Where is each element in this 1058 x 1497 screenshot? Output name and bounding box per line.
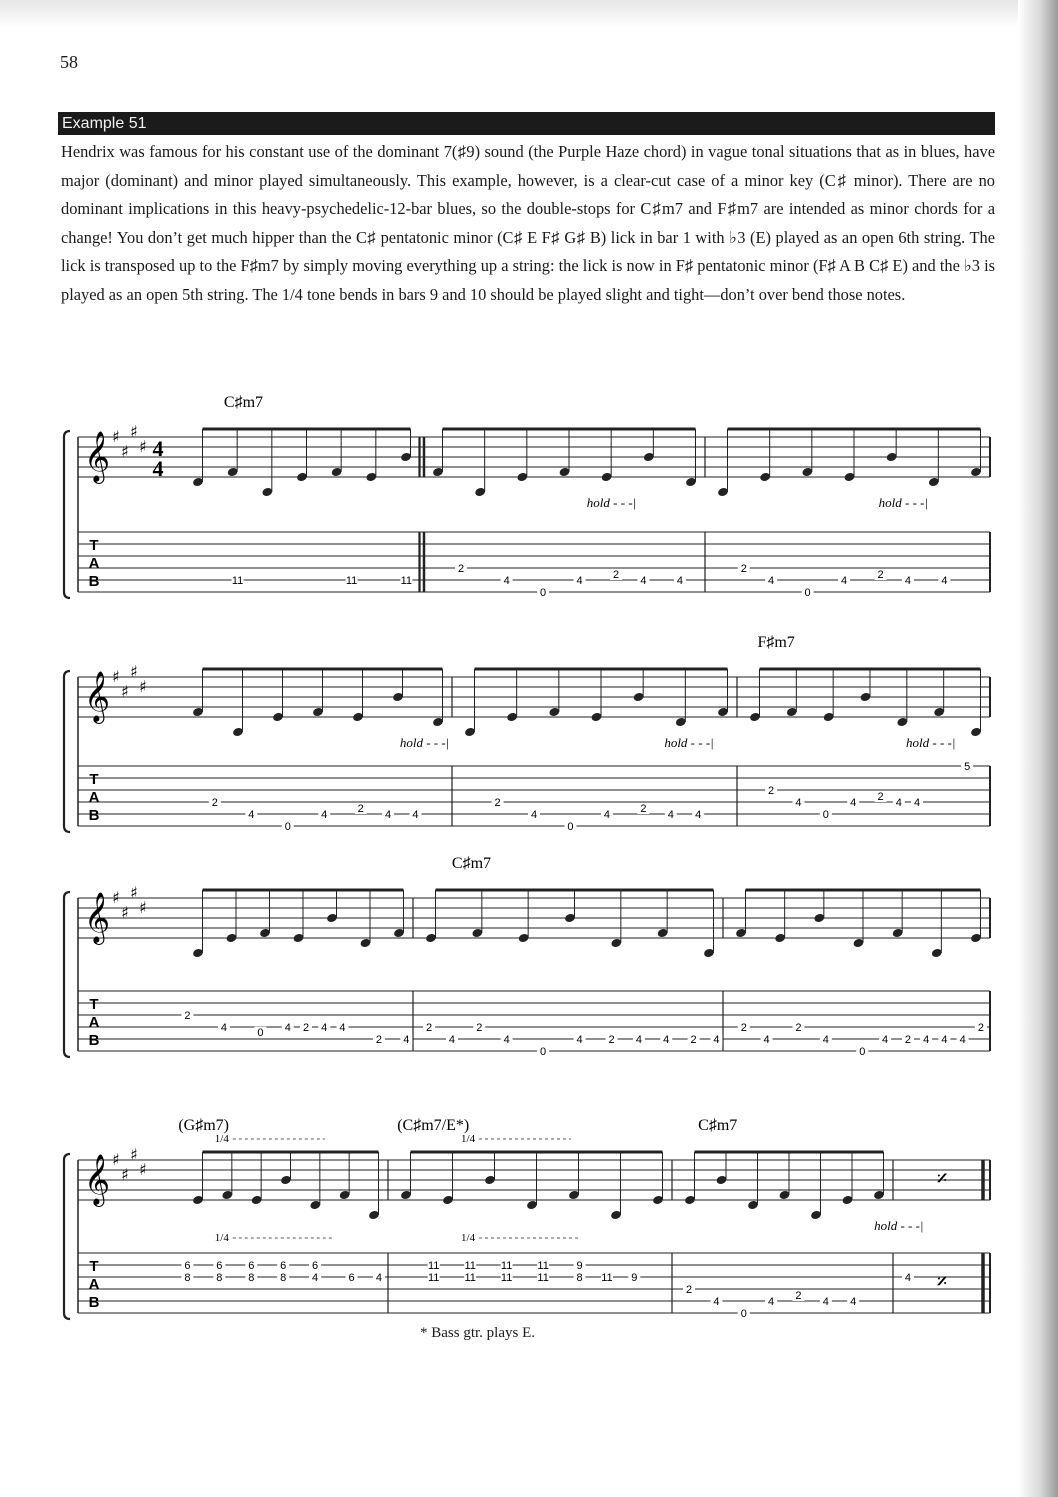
tab-fret-number: 6 — [312, 1260, 319, 1272]
hold-label: hold - - -| — [664, 735, 714, 750]
tab-fret-number: 9 — [631, 1272, 638, 1284]
tab-fret-number: 11 — [500, 1260, 513, 1272]
sharp-icon: ♯ — [139, 898, 147, 917]
system-bracket — [64, 671, 70, 832]
tab-fret-number: 4 — [941, 575, 948, 587]
tab-fret-number: 2 — [426, 1022, 433, 1034]
tab-fret-number: 4 — [385, 809, 392, 821]
tab-fret-number: 4 — [339, 1022, 346, 1034]
tab-fret-number: 0 — [740, 1308, 747, 1320]
tab-fret-number: 4 — [576, 575, 583, 587]
tab-fret-number: 0 — [540, 1046, 547, 1058]
tab-fret-number: 11 — [400, 575, 413, 587]
chord-label: (C♯m7/E*) — [397, 1117, 470, 1134]
tab-clef-letter: A — [88, 555, 100, 572]
tab-fret-number: 4 — [321, 1022, 328, 1034]
tab-clef-letter: B — [88, 807, 100, 824]
tab-fret-number: 4 — [403, 1034, 410, 1046]
tab-fret-number: 2 — [184, 1010, 191, 1022]
tab-fret-number: 4 — [768, 575, 775, 587]
sharp-icon: ♯ — [139, 437, 147, 456]
tab-fret-number: 4 — [603, 809, 611, 821]
bar-repeat-sign: 𝄎 — [936, 1270, 948, 1295]
sharp-icon: ♯ — [112, 427, 120, 446]
tab-fret-number: 4 — [850, 797, 857, 809]
tab-fret-number: 4 — [850, 1296, 857, 1308]
tab-fret-number: 4 — [676, 575, 683, 587]
tab-fret-number: 2 — [211, 797, 218, 809]
tab-fret-number: 11 — [537, 1260, 549, 1272]
sharp-icon: ♯ — [130, 883, 138, 902]
hold-label: hold - - -| — [906, 735, 956, 750]
bend-label: 1/4 — [214, 1133, 229, 1145]
sharp-icon: ♯ — [121, 1165, 129, 1184]
tab-clef-letter: B — [88, 1032, 100, 1049]
tab-fret-number: 0 — [859, 1046, 866, 1058]
sharp-icon: ♯ — [139, 677, 147, 696]
tab-fret-number: 2 — [795, 1290, 802, 1302]
tab-fret-number: 4 — [904, 575, 911, 587]
tab-fret-number: 4 — [503, 1034, 510, 1046]
chord-label: F♯m7 — [757, 634, 795, 651]
tab-fret-number: 11 — [427, 1272, 440, 1284]
tab-clef-letter: T — [89, 996, 99, 1013]
tab-fret-number: 4 — [635, 1034, 642, 1046]
tab-fret-number: 8 — [576, 1272, 583, 1284]
tab-fret-number: 9 — [576, 1260, 583, 1272]
tab-fret-number: 4 — [795, 797, 802, 809]
treble-clef-icon: 𝄞 — [84, 431, 111, 482]
tab-fret-number: 0 — [284, 821, 291, 833]
tab-fret-number: 4 — [312, 1272, 319, 1284]
tab-fret-number: 2 — [357, 803, 364, 815]
tab-fret-number: 0 — [540, 587, 547, 599]
tab-fret-number: 5 — [964, 761, 971, 773]
chord-label: C♯m7 — [698, 1117, 738, 1134]
tab-fret-number: 0 — [804, 587, 811, 599]
tab-fret-number: 4 — [923, 1034, 930, 1046]
tab-clef-letter: T — [89, 771, 99, 788]
tab-fret-number: 4 — [640, 575, 647, 587]
tab-fret-number: 4 — [713, 1034, 720, 1046]
hold-label: hold - - -| — [399, 735, 450, 750]
hold-label: hold - - -| — [878, 495, 929, 510]
tab-fret-number: 11 — [464, 1272, 476, 1284]
tab-fret-number: 8 — [216, 1272, 223, 1284]
tab-fret-number: 4 — [768, 1296, 775, 1308]
tab-fret-number: 0 — [567, 821, 574, 833]
tab-fret-number: 2 — [977, 1022, 984, 1034]
hold-label: hold - - -| — [586, 495, 637, 510]
sharp-icon: ♯ — [121, 682, 129, 701]
tab-clef-letter: A — [88, 1014, 100, 1031]
sharp-icon: ♯ — [112, 888, 120, 907]
tab-fret-number: 2 — [877, 791, 884, 803]
chord-label: C♯m7 — [451, 855, 492, 872]
tab-fret-number: 4 — [321, 809, 328, 821]
bar-repeat-sign: 𝄎 — [936, 1167, 948, 1192]
tab-fret-number: 2 — [302, 1022, 310, 1034]
tab-fret-number: 2 — [740, 1022, 747, 1034]
page-number: 58 — [60, 52, 78, 72]
tab-fret-number: 4 — [695, 809, 702, 821]
bend-label: 1/4 — [214, 1232, 229, 1244]
tab-fret-number: 4 — [576, 1034, 583, 1046]
tab-fret-number: 2 — [768, 785, 775, 797]
tab-fret-number: 2 — [613, 569, 620, 581]
tab-fret-number: 11 — [345, 575, 358, 587]
tab-fret-number: 4 — [841, 575, 848, 587]
tab-clef-letter: A — [88, 1276, 100, 1293]
example-title: Example 51 — [62, 115, 147, 132]
tab-fret-number: 11 — [601, 1272, 613, 1284]
system-bracket — [64, 431, 70, 598]
tab-fret-number: 11 — [231, 575, 244, 587]
tab-fret-number: 4 — [663, 1034, 670, 1046]
treble-clef-icon: 𝄞 — [84, 892, 111, 943]
bend-label: 1/4 — [461, 1232, 476, 1244]
tab-clef-letter: B — [88, 573, 100, 590]
tab-fret-number: 4 — [913, 797, 921, 809]
tab-fret-number: 4 — [763, 1034, 770, 1046]
sharp-icon: ♯ — [121, 903, 129, 922]
tab-fret-number: 4 — [822, 1296, 829, 1308]
tab-fret-number: 11 — [427, 1260, 440, 1272]
tab-fret-number: 4 — [882, 1034, 889, 1046]
tab-fret-number: 4 — [904, 1272, 911, 1284]
tab-fret-number: 4 — [822, 1034, 829, 1046]
tab-fret-number: 4 — [412, 809, 419, 821]
footnote: * Bass gtr. plays E. — [420, 1325, 535, 1341]
tab-fret-number: 4 — [503, 575, 510, 587]
tab-fret-number: 4 — [895, 797, 902, 809]
chord-label: (G♯m7) — [178, 1117, 229, 1134]
time-signature-bottom: 4 — [152, 456, 164, 481]
tab-fret-number: 2 — [740, 563, 747, 575]
tab-fret-number: 4 — [248, 809, 255, 821]
tab-fret-number: 0 — [257, 1026, 264, 1039]
hold-label: hold - - -| — [874, 1218, 924, 1233]
tab-fret-number: 2 — [877, 569, 884, 581]
tab-clef-letter: A — [88, 789, 100, 806]
tab-fret-number: 11 — [537, 1272, 549, 1284]
tab-fret-number: 4 — [713, 1296, 720, 1308]
tab-fret-number: 8 — [184, 1272, 191, 1284]
tab-fret-number: 0 — [822, 809, 829, 821]
tab-fret-number: 2 — [904, 1034, 911, 1046]
time-signature-top: 4 — [152, 436, 164, 461]
sharp-icon: ♯ — [130, 662, 138, 681]
tab-fret-number: 2 — [476, 1022, 483, 1034]
body-paragraph: Hendrix was famous for his constant use of the dominant 7(♯9) sound (the Purple Haze chord) in vague tonal situations that as in blues, have major (dominant) and minor played simultaneously. This example, however, is a clear-cut case of a minor key (C♯ minor). There are no dominant implications in this heavy-psychedelic-12-bar blues, so the double-stops for C♯m7 and F♯m7 are intended as minor chords for a change! You don’t get much hipper than the C♯ pentatonic minor (C♯ E F♯ G♯ B) lick in bar 1 with ♭3 (E) played as an open 6th string. The lick is transposed up to the F♯m7 by simply moving everything up a string: the lick is now in F♯ pentatonic minor (F♯ A B C♯ E) and the ♭3 is played as an open 5th string. The 1/4 tone bends in bars 9 and 10 should be played slight and tight—don’t over bend those notes. — [61, 142, 995, 304]
tab-fret-number: 4 — [448, 1034, 455, 1046]
tab-fret-number: 6 — [280, 1260, 287, 1272]
tab-clef-letter: B — [88, 1294, 100, 1311]
tab-fret-number: 4 — [284, 1022, 291, 1034]
sharp-icon: ♯ — [112, 667, 120, 686]
tab-fret-number: 2 — [640, 803, 647, 815]
tab-fret-number: 4 — [959, 1034, 966, 1046]
tab-fret-number: 4 — [220, 1022, 227, 1034]
tab-fret-number: 6 — [184, 1260, 191, 1272]
tab-fret-number: 4 — [375, 1272, 383, 1284]
tab-fret-number: 2 — [685, 1284, 693, 1296]
sharp-icon: ♯ — [121, 442, 129, 461]
tab-fret-number: 4 — [941, 1034, 948, 1046]
tab-fret-number: 8 — [280, 1272, 287, 1284]
bend-label: 1/4 — [461, 1133, 476, 1145]
tab-clef-letter: T — [89, 537, 99, 554]
sharp-icon: ♯ — [130, 1145, 138, 1164]
tab-fret-number: 2 — [608, 1034, 615, 1046]
tab-fret-number: 6 — [216, 1260, 223, 1272]
tab-fret-number: 6 — [248, 1260, 255, 1272]
sharp-icon: ♯ — [130, 422, 138, 441]
treble-clef-icon: 𝄞 — [84, 671, 111, 722]
chord-label: C♯m7 — [223, 394, 264, 411]
tab-fret-number: 4 — [530, 809, 538, 821]
sharp-icon: ♯ — [139, 1160, 147, 1179]
tab-fret-number: 2 — [375, 1034, 383, 1046]
system-bracket — [64, 1154, 70, 1319]
tab-clef-letter: T — [89, 1258, 99, 1275]
sharp-icon: ♯ — [112, 1150, 120, 1169]
tab-fret-number: 2 — [494, 797, 501, 809]
system-bracket — [64, 892, 70, 1057]
tab-fret-number: 2 — [457, 563, 465, 575]
tab-fret-number: 11 — [464, 1260, 476, 1272]
tab-fret-number: 11 — [500, 1272, 513, 1284]
tab-fret-number: 4 — [667, 809, 674, 821]
tab-fret-number: 6 — [348, 1272, 355, 1284]
tab-fret-number: 2 — [690, 1034, 697, 1046]
tab-fret-number: 8 — [248, 1272, 255, 1284]
treble-clef-icon: 𝄞 — [84, 1154, 111, 1205]
tab-fret-number: 2 — [795, 1022, 802, 1034]
